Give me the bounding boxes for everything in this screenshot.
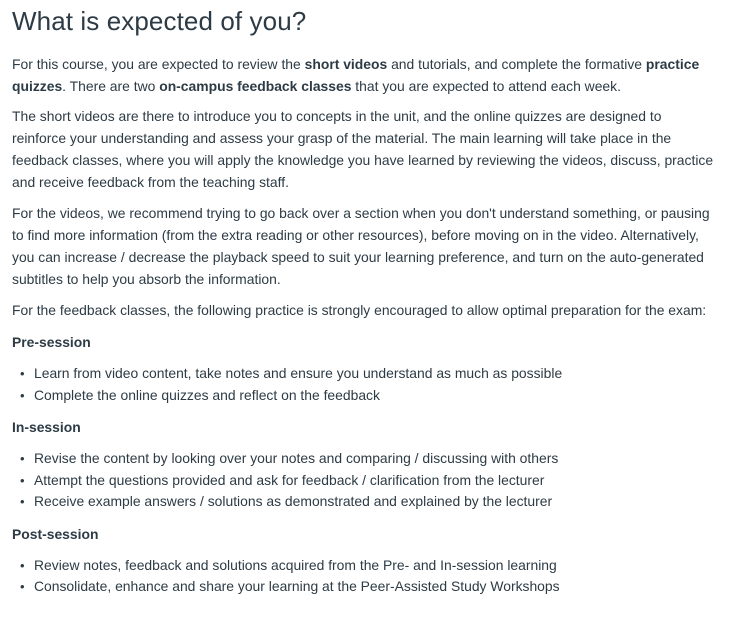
list-item <box>20 491 717 513</box>
list-item <box>20 470 717 492</box>
list-item <box>20 448 717 470</box>
section-heading-in-session: In-session <box>12 419 81 435</box>
list-item <box>20 576 717 598</box>
bullet-icon: • <box>20 451 25 466</box>
section-heading-post-session: Post-session <box>12 525 99 542</box>
intro-paragraph <box>12 53 717 97</box>
bullet-icon: • <box>20 366 25 381</box>
intro-text-3: . There are two <box>62 78 160 94</box>
list-item-text: Receive example answers / solutions as demonstrated and explained by the lecturer <box>34 493 553 509</box>
list-item <box>20 555 717 577</box>
list-item-text: Consolidate, enhance and share your learning at the Peer-Assisted Study Workshops <box>34 578 560 594</box>
intro-bold-short-videos: short videos <box>304 56 388 72</box>
section-heading-pre-session: Pre-session <box>12 334 91 350</box>
bullet-icon: • <box>20 387 25 403</box>
paragraph-videos-purpose: The short videos are there to introduce you to concepts in the unit, and the online quizzes are designed to reinforce your understanding and assess your grasp of the material. The main learning will take place in the feedback classes, where you will apply the knowledge you have learned by reviewing the videos, discuss, practice and receive feedback from the teaching staff. <box>12 108 714 190</box>
list-item-text: Review notes, feedback and solutions acquired from the Pre- and In-session learning <box>34 556 557 573</box>
list-item-text: Revise the content by looking over your notes and comparing / discussing with others <box>34 450 559 466</box>
in-session-list <box>12 448 717 513</box>
list-item <box>20 385 717 407</box>
intro-text-2: and tutorials, and complete the formative <box>387 56 646 72</box>
list-item-text: Learn from video content, take notes and ensure you understand as much as possible <box>34 365 563 381</box>
page-title: What is expected of you? <box>12 6 307 36</box>
paragraph-feedback-classes: For the feedback classes, the following practice is strongly encouraged to allow optimal preparation for the exam: <box>12 302 707 318</box>
list-item <box>20 363 717 385</box>
list-item-text: Attempt the questions provided and ask for feedback / clarification from the lecturer <box>34 471 545 488</box>
bullet-icon: • <box>20 472 25 488</box>
post-session-list <box>12 555 717 598</box>
list-item-text: Complete the online quizzes and reflect on the feedback <box>34 386 380 403</box>
pre-session-list <box>12 363 717 406</box>
intro-text-4: that you are expected to attend each week. <box>351 78 621 94</box>
intro-bold-feedback-classes: on-campus feedback classes <box>159 78 352 94</box>
bullet-icon: • <box>20 557 25 573</box>
intro-bold-practice-quizzes: practice quizzes <box>12 56 700 94</box>
bullet-icon: • <box>20 579 25 594</box>
paragraph-video-tips: For the videos, we recommend trying to go back over a section when you don't understand something, or pausing to find more information (from the extra reading or other resources), before moving on in the video. Alternatively, you can increase / decrease the playback speed to suit your learning preference, and turn on the auto-generated subtitles to help you absorb the information. <box>12 205 710 287</box>
bullet-icon: • <box>20 494 25 509</box>
intro-text-1: For this course, you are expected to review the <box>12 56 305 72</box>
